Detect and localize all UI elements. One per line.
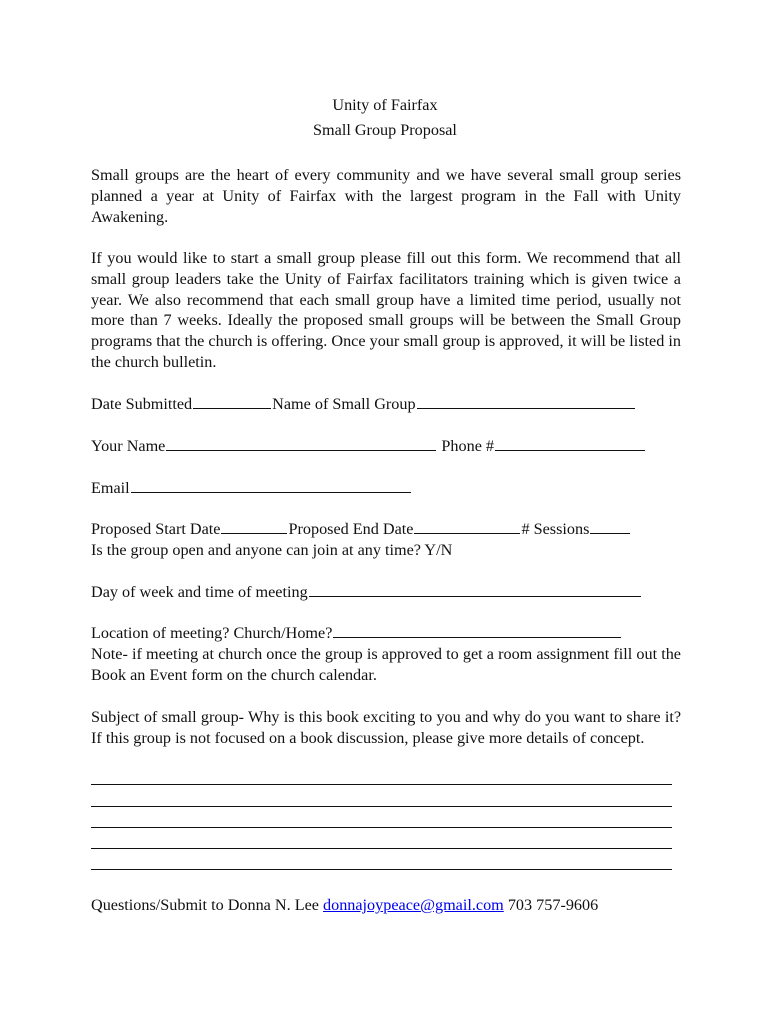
subject-answer-line-3[interactable] [91,827,672,828]
sessions-field[interactable] [590,519,630,534]
location-label: Location of meeting? Church/Home? [91,624,333,642]
date-name-row [91,394,636,415]
day-time-label: Day of week and time of meeting [91,583,308,601]
doc-title: Small Group Proposal [313,121,457,139]
your-name-label: Your Name [91,437,166,455]
day-time-field[interactable] [309,582,641,597]
org-title: Unity of Fairfax [332,96,438,114]
name-phone-row [91,436,646,457]
intro-paragraph-2: If you would like to start a small group please fill out this form. We recommend that all small group leaders take the Unity of Fairfax facilitators training which is given twice a year. We also recommend that each small group have a limited time period, usually not more than 7 weeks. Ideally the proposed small groups will be between the Small Group programs that the church is offering. Once your small group is approved, it will be listed in the church bulletin. [91,249,681,371]
subject-answer-line-5[interactable] [91,869,672,870]
location-note: Note- if meeting at church once the group is approved to get a room assignment fill out the Book an Event form on the church calendar. [91,645,681,684]
subject-prompt: Subject of small group- Why is this book exciting to you and why do you want to share it? If this group is not focused on a book discussion, please give more details of concept. [91,708,681,747]
sessions-label: # Sessions [521,520,590,538]
subject-answer-line-4[interactable] [91,848,672,849]
group-name-label: Name of Small Group [272,395,416,413]
contact-email-link[interactable]: donnajoypeace@gmail.com [323,896,504,914]
location-field[interactable] [333,623,621,638]
start-date-field[interactable] [221,519,287,534]
contact-footer [91,895,598,916]
date-submitted-field[interactable] [193,394,271,409]
phone-field[interactable] [495,436,645,451]
contact-prefix: Questions/Submit to Donna N. Lee [91,896,319,914]
your-name-field[interactable] [166,436,436,451]
phone-label: Phone # [441,437,495,455]
contact-phone: 703 757-9606 [507,896,599,914]
end-date-label: Proposed End Date [288,520,414,538]
date-submitted-label: Date Submitted [91,395,193,413]
day-time-row [91,582,642,603]
intro-paragraph-1: Small groups are the heart of every community and we have several small group series planned a year at Unity of Fairfax with the largest program in the Fall with Unity Awakening. [91,166,681,226]
email-field[interactable] [131,478,411,493]
email-row [91,478,412,499]
location-row [91,623,622,644]
end-date-field[interactable] [414,519,520,534]
email-label: Email [91,479,130,497]
open-group-question: Is the group open and anyone can join at any time? Y/N [91,541,453,559]
start-date-label: Proposed Start Date [91,520,221,538]
subject-answer-line-2[interactable] [91,806,672,807]
group-name-field[interactable] [417,394,635,409]
dates-row [91,519,631,540]
subject-answer-line-1[interactable] [91,784,672,785]
